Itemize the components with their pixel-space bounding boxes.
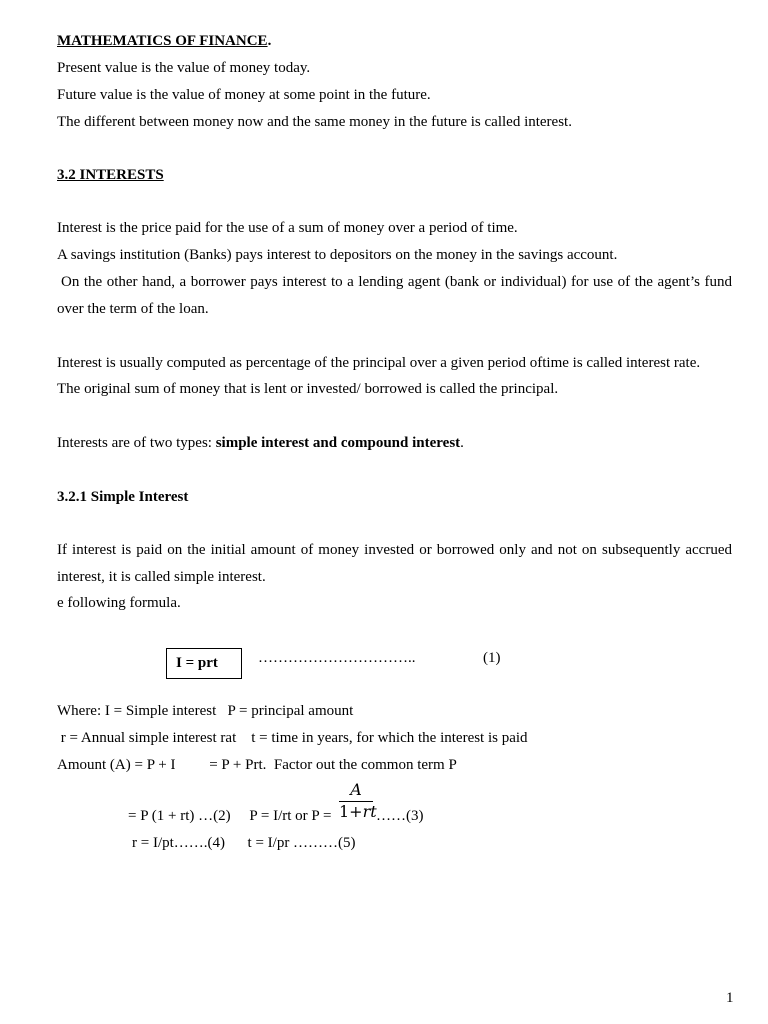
page-number: 1 [726, 990, 734, 1006]
types-line [57, 433, 464, 453]
title-text: MATHEMATICS OF FINANCE [57, 33, 268, 49]
types-prefix: Interests are of two types: [57, 435, 216, 451]
intro-line-1: Present value is the value of money today. [57, 60, 311, 76]
where-line: Where: I = Simple interest P = principal amount [57, 703, 354, 719]
fraction [339, 780, 377, 822]
denominator-const: 1+ [339, 802, 363, 821]
rate-para-2: The original sum of money that is lent or invested/ borrowed is called the principal. [57, 381, 559, 397]
interest-def-2: A savings institution (Banks) pays interest to depositors on the money in the savings account. [57, 247, 618, 263]
formula-intro: e following formula. [57, 595, 181, 611]
fraction-numerator: A [339, 780, 373, 802]
document-title [57, 31, 271, 51]
intro-line-3: The different between money now and the same money in the future is called interest. [57, 114, 572, 130]
formula-dots: ………………………….. [258, 650, 416, 666]
simple-para-end: interest, it is called simple interest. [57, 569, 266, 585]
borrower-para: On the other hand, a borrower pays interest to a lending agent (bank or individual) for use of the agent’s fund [61, 274, 732, 290]
equation-4-5-line: r = I/pt…….(4) t = I/pr ………(5) [132, 835, 356, 851]
title-suffix: . [267, 33, 272, 49]
simple-para: If interest is paid on the initial amount of money invested or borrowed only and not on subsequently accrued [57, 542, 732, 558]
interest-def-1: Interest is the price paid for the use of a sum of money over a period of time. [57, 220, 518, 236]
rate-para-1: Interest is usually computed as percentage of the principal over a given period oftime is called interest rate. [57, 355, 701, 371]
equation-3-suffix: ……(3) [376, 808, 424, 824]
formula-number: (1) [483, 650, 501, 666]
subsection-heading: 3.2.1 Simple Interest [57, 489, 189, 505]
equation-2-line: = P (1 + rt) …(2) P = I/rt or P = [128, 808, 336, 824]
denominator-var: rt [362, 802, 377, 821]
rate-definition-line: r = Annual simple interest rat t = time in years, for which the interest is paid [57, 730, 528, 746]
amount-line: Amount (A) = P + I = P + Prt. Factor out the common term P [57, 757, 457, 773]
formula-box: I = prt [166, 648, 242, 679]
borrower-para-end: over the term of the loan. [57, 301, 209, 317]
types-suffix: . [460, 435, 464, 451]
fraction-denominator [339, 802, 377, 822]
intro-line-2: Future value is the value of money at some point in the future. [57, 87, 431, 103]
section-heading: 3.2 INTERESTS [57, 167, 164, 183]
types-bold: simple interest and compound interest [215, 435, 461, 451]
